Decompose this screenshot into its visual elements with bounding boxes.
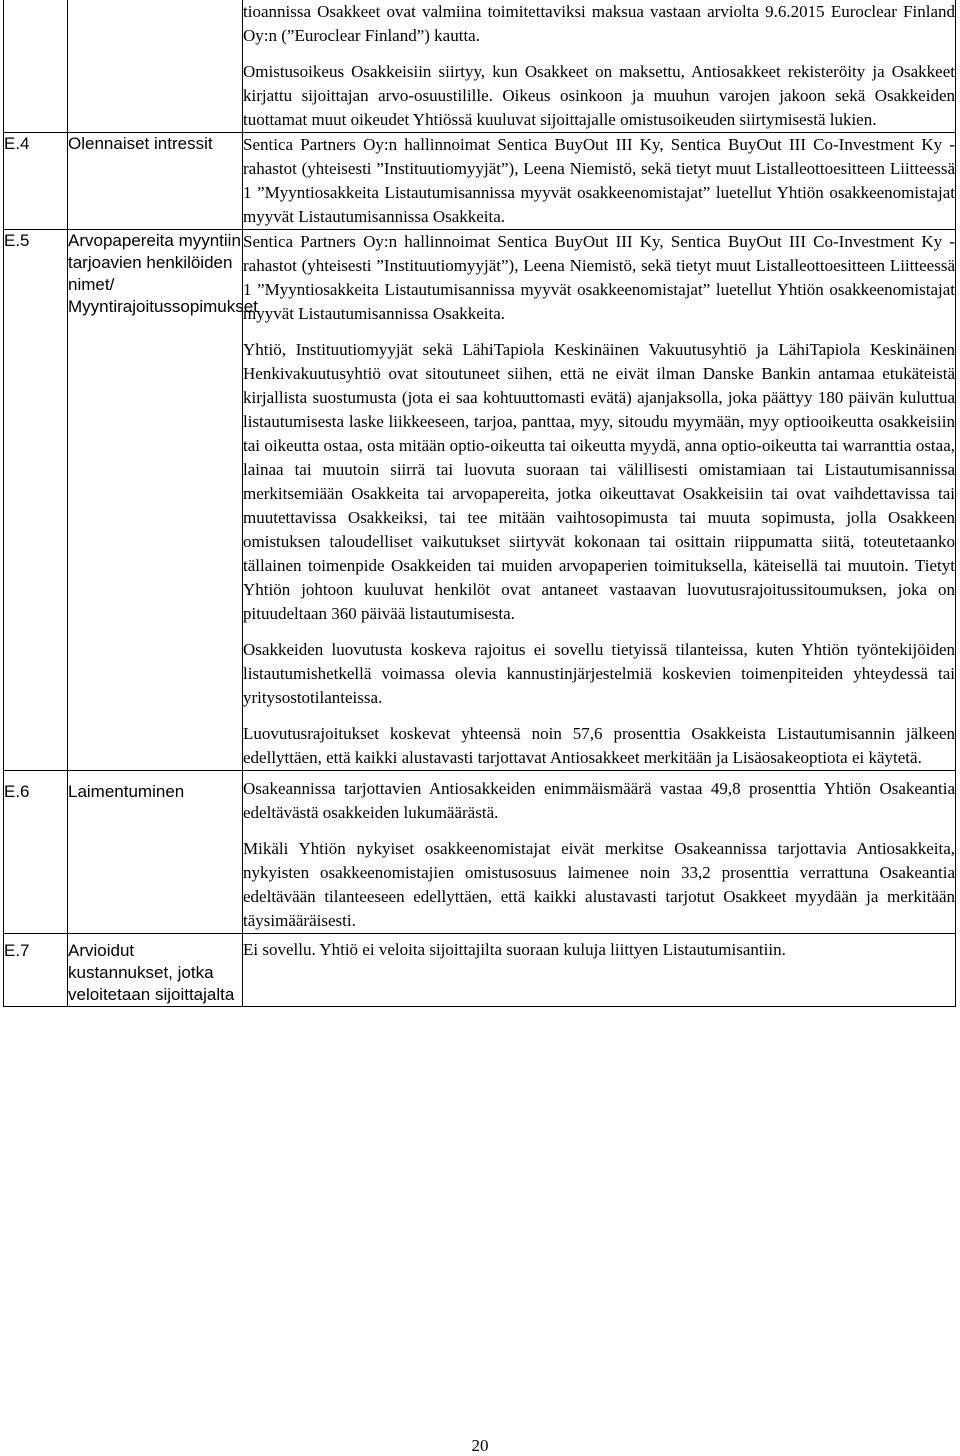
paragraph: Mikäli Yhtiön nykyiset osakkeenomistajat eivät merkitse Osakeannissa tarjottavia Antiosakkeita, nykyisten osakkeenomistajien omistusosuus laimenee noin 33,2 prosenttia verrattuna Osakeantia edeltävään tilanteeseen edellyttäen, että kaikki alustavasti tarjotut Osakkeet myydään ja merkitään täysimääräisesti. — [243, 839, 955, 930]
table-row-e6 — [4, 771, 956, 934]
row-body-cell — [243, 133, 956, 230]
row-body-cell — [243, 934, 956, 1007]
row-heading-cell: Arvioidut kustannukset, jotka veloitetaan sijoittajalta — [68, 934, 243, 1007]
table-row-e7 — [4, 934, 956, 1007]
row-heading-cell: Olennaiset intressit — [68, 133, 243, 230]
row-heading-cell — [68, 0, 243, 133]
row-heading-cell: Arvopapereita myyntiin tarjoavien henkilöiden nimet/ Myyntirajoitussopimukset — [68, 230, 243, 771]
row-id-cell: E.4 — [4, 133, 68, 230]
row-body-cell — [243, 0, 956, 133]
table-row-e5 — [4, 230, 956, 771]
row-id-cell: E.7 — [4, 934, 68, 1007]
row-heading-cell: Laimentuminen — [68, 771, 243, 934]
paragraph: Osakkeiden luovutusta koskeva rajoitus ei sovellu tietyissä tilanteissa, kuten Yhtiön työntekijöiden listautumishetkellä voimassa olevia kannustinjärjestelmiä koskevien toimenpiteiden yhteydessä tai yritysostotilanteissa. — [243, 640, 955, 707]
table-row-continuation — [4, 0, 956, 133]
page-number: 20 — [471, 1436, 489, 1455]
paragraph: Sentica Partners Oy:n hallinnoimat Sentica BuyOut III Ky, Sentica BuyOut III Co-Investment Ky -rahastot (yhteisesti ”Instituutiomyyjät”), Leena Niemistö, sekä tietyt muut Listalleottoesitteen Liitteessä 1 ”Myyntiosakkeita Listautumisannissa myyvät osakkeenomistajat” luetellut Yhtiön osakkeenomistajat myyvät Listautumisannissa Osakkeita. — [243, 232, 955, 323]
paragraph: Yhtiö, Instituutiomyyjät sekä LähiTapiola Keskinäinen Vakuutusyhtiö ja LähiTapiola Keskinäinen Henkivakuutusyhtiö ovat sitoutuneet siihen, että ne eivät ilman Danske Bankin antamaa etukäteistä kirjallista suostumusta (jota ei saa kohtuuttomasti evätä) ajanjaksolla, joka päättyy 180 päivän kuluttua listautumisesta laske liikkeeseen, tarjoa, panttaa, myy, sitoudu myymään, myy optiooikeutta osakkeisiin tai oikeutta ostaa, osta mitään optio-oikeutta tai oikeutta myydä, anna optio-oikeutta tai warranttia ostaa, lainaa tai muutoin siirrä tai luovuta suoraan tai välillisesti omistamiaan tai Listautumisannissa merkitsemiään Osakkeita tai arvopapereita, jotka oikeuttavat Osakkeisiin tai ovat vaihdettavissa tai muutettavissa Osakkeiksi, tai tee mitään vaihtosopimusta tai muuta sopimusta, jolla Osakkeen omistuksen taloudelliset vaikutukset siirtyvät kokonaan tai osittain riippumatta siitä, toteutetaanko tällainen toimenpide Osakkeiden tai muiden arvopaperien toimituksella, käteisellä tai muutoin. Tietyt Yhtiön johtoon kuuluvat henkilöt ovat antaneet vastaavan luovutusrajoitussitoumuksen, joka on pituudeltaan 360 päivää listautumisesta. — [243, 340, 955, 623]
row-body-cell — [243, 230, 956, 771]
paragraph: Osakeannissa tarjottavien Antiosakkeiden enimmäismäärä vastaa 49,8 prosenttia Yhtiön Osakeantia edeltävästä osakkeiden lukumäärästä. — [243, 779, 955, 822]
row-body-cell — [243, 771, 956, 934]
paragraph: tioannissa Osakkeet ovat valmiina toimitettaviksi maksua vastaan arviolta 9.6.2015 Euroclear Finland Oy:n (”Euroclear Finland”) kautta. — [243, 2, 955, 45]
paragraph: Luovutusrajoitukset koskevat yhteensä noin 57,6 prosenttia Osakkeista Listautumisannin jälkeen edellyttäen, että kaikki alustavasti tarjottavat Antiosakkeet merkitään ja Lisäosakeoptiota ei käytetä. — [243, 724, 955, 767]
paragraph: Ei sovellu. Yhtiö ei veloita sijoittajilta suoraan kuluja liittyen Listautumisantiin. — [243, 940, 786, 959]
row-id-cell — [4, 0, 68, 133]
row-id-cell: E.6 — [4, 771, 68, 934]
row-id-cell: E.5 — [4, 230, 68, 771]
table-row-e4 — [4, 133, 956, 230]
paragraph: Omistusoikeus Osakkeisiin siirtyy, kun Osakkeet on maksettu, Antiosakkeet rekisteröity ja Osakkeet kirjattu sijoittajan arvo-osuustilille. Oikeus osinkoon ja muuhun varojen jakoon sekä Osakkeiden tuottamat muut oikeudet Yhtiössä kuuluvat sijoittajalle omistusoikeuden siirtymisestä lukien. — [243, 62, 955, 129]
summary-table — [3, 0, 956, 1007]
paragraph: Sentica Partners Oy:n hallinnoimat Sentica BuyOut III Ky, Sentica BuyOut III Co-Investment Ky -rahastot (yhteisesti ”Instituutiomyyjät”), Leena Niemistö, sekä tietyt muut Listalleottoesitteen Liitteessä 1 ”Myyntiosakkeita Listautumisannissa myyvät osakkeenomistajat” luetellut Yhtiön osakkeenomistajat myyvät Listautumisannissa Osakkeita. — [243, 135, 955, 226]
